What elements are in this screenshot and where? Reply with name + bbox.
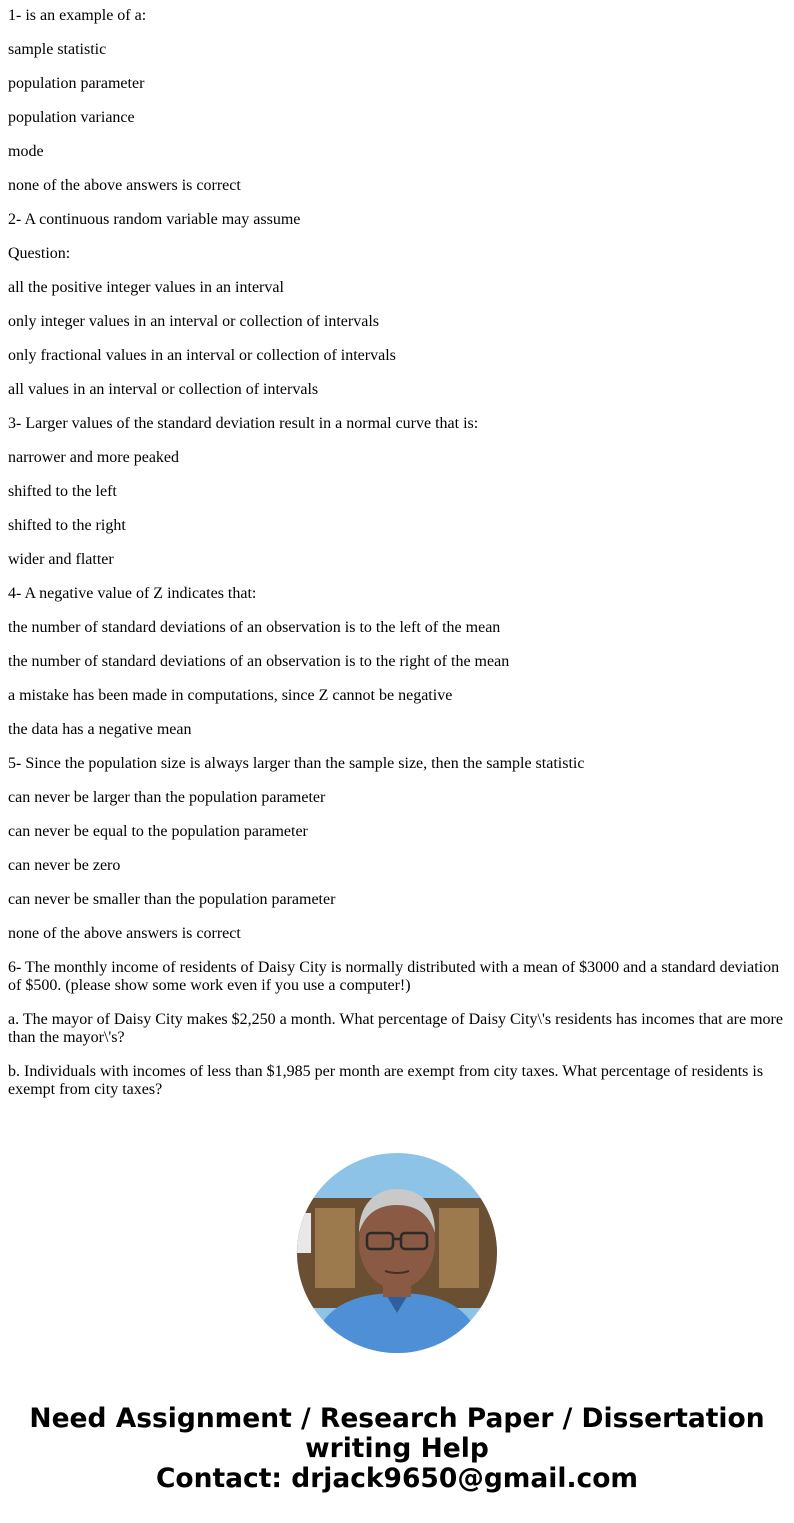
question-1-option-5: none of the above answers is correct	[8, 177, 241, 194]
question-5-option-3: can never be zero	[8, 857, 121, 874]
question-content	[8, 7, 788, 1115]
question-1-option-2: population parameter	[8, 75, 145, 92]
avatar-door-right	[439, 1208, 479, 1288]
question-3-prompt: 3- Larger values of the standard deviation result in a normal curve that is:	[8, 415, 479, 432]
question-2-option-3: only fractional values in an interval or collection of intervals	[8, 347, 396, 364]
person-portrait-icon	[297, 1153, 497, 1353]
question-2-option-2: only integer values in an interval or collection of intervals	[8, 313, 379, 330]
question-2-option-4: all values in an interval or collection of intervals	[8, 381, 319, 398]
question-3-option-3: shifted to the right	[8, 517, 126, 534]
question-2-prompt: 2- A continuous random variable may assume	[8, 211, 301, 228]
question-5-option-2: can never be equal to the population parameter	[8, 823, 308, 840]
avatar	[297, 1153, 497, 1353]
question-4-option-2: the number of standard deviations of an observation is to the right of the mean	[8, 653, 510, 670]
question-6-part-b: b. Individuals with incomes of less than $1,985 per month are exempt from city taxes. What percentage of residents is exempt from city taxes?	[8, 1063, 764, 1098]
question-5-prompt: 5- Since the population size is always larger than the sample size, then the sample statistic	[8, 755, 585, 772]
question-4-prompt: 4- A negative value of Z indicates that:	[8, 585, 257, 602]
question-2-option-1: all the positive integer values in an interval	[8, 279, 284, 296]
banner-contact-email: Contact: drjack9650@gmail.com	[155, 1463, 639, 1494]
question-3-option-4: wider and flatter	[8, 551, 114, 568]
question-1-prompt: 1- is an example of a:	[8, 7, 147, 24]
question-6-part-a: a. The mayor of Daisy City makes $2,250 a month. What percentage of Daisy City\'s residents has incomes that are more than the mayor\'s?	[8, 1011, 783, 1046]
question-4-option-3: a mistake has been made in computations, since Z cannot be negative	[8, 687, 453, 704]
avatar-door-left	[315, 1208, 355, 1288]
contact-banner	[0, 1404, 794, 1494]
question-4-option-1: the number of standard deviations of an observation is to the left of the mean	[8, 619, 501, 636]
question-1-option-4: mode	[8, 143, 44, 160]
question-1-option-1: sample statistic	[8, 41, 107, 58]
question-5-option-4: can never be smaller than the population parameter	[8, 891, 336, 908]
question-3-option-1: narrower and more peaked	[8, 449, 180, 466]
avatar-switch-panel	[297, 1213, 311, 1253]
question-3-option-2: shifted to the left	[8, 483, 117, 500]
question-5-option-1: can never be larger than the population parameter	[8, 789, 326, 806]
banner-line-2: writing Help	[305, 1433, 489, 1464]
question-1-option-3: population variance	[8, 109, 135, 126]
question-6-prompt: 6- The monthly income of residents of Daisy City is normally distributed with a mean of $3000 and a standard deviation of $500. (please show some work even if you use a computer!)	[8, 959, 780, 994]
question-5-option-5: none of the above answers is correct	[8, 925, 241, 942]
question-2-label: Question:	[8, 245, 71, 262]
banner-line-1: Need Assignment / Research Paper / Dissertation	[29, 1403, 765, 1434]
question-4-option-4: the data has a negative mean	[8, 721, 192, 738]
